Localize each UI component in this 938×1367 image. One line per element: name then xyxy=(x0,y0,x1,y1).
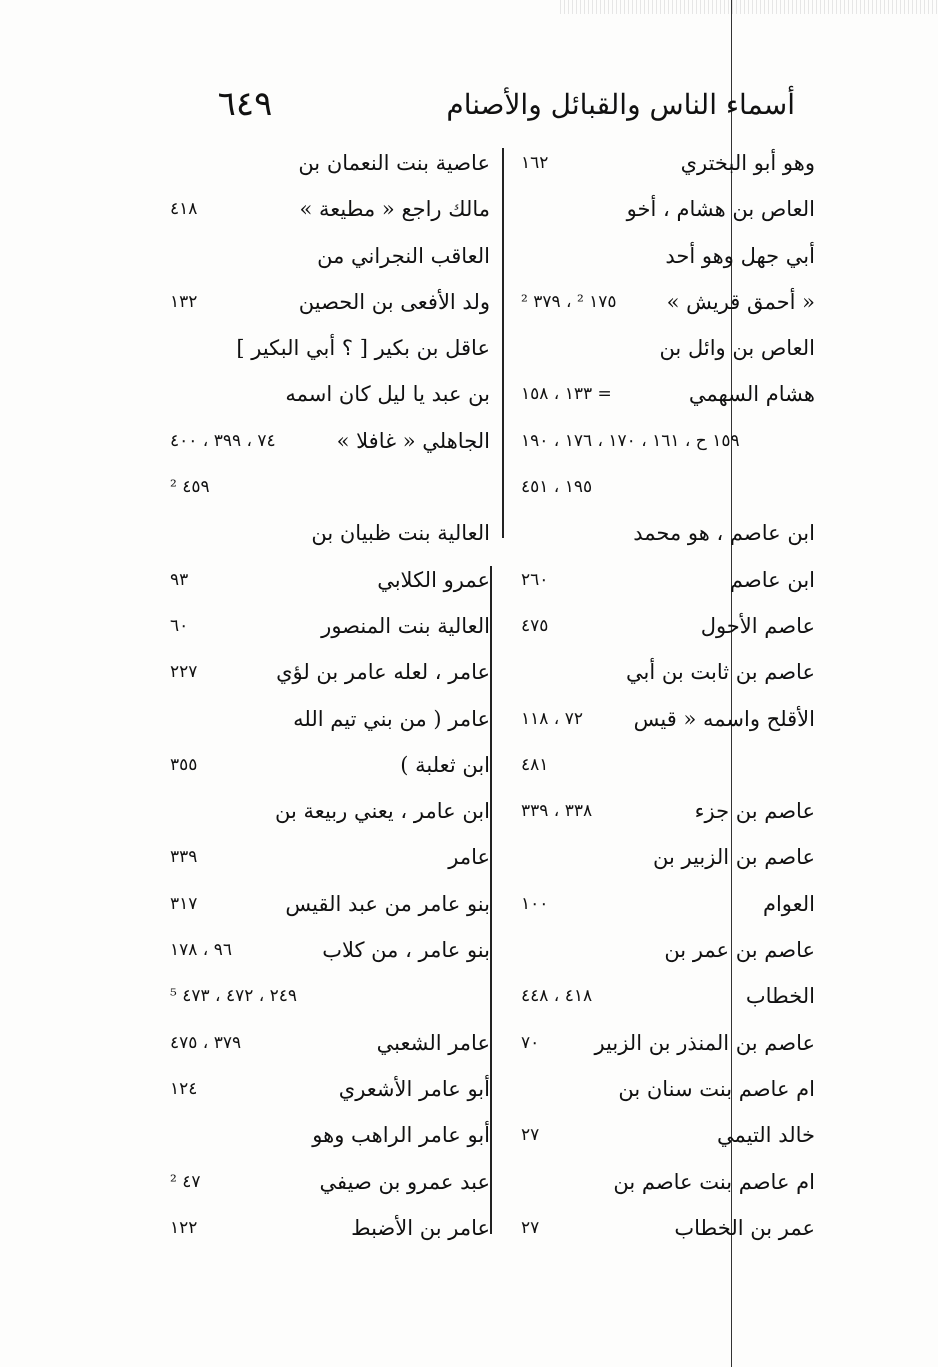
entry-name: العاص بن وائل بن xyxy=(659,336,815,361)
entry-page-refs: ٣٣٨ ، ٣٣٩ xyxy=(521,801,593,822)
entry-page-refs: ٤١٨ ، ٤٤٨ xyxy=(521,986,593,1007)
index-entry xyxy=(515,510,815,556)
entry-name: مالك راجع « مطيعة » xyxy=(299,197,490,222)
entry-name: أبو عامر الأشعري xyxy=(338,1076,490,1101)
index-entry xyxy=(515,418,815,464)
index-entry xyxy=(515,696,815,742)
index-entry xyxy=(170,557,490,603)
index-entry xyxy=(170,927,490,973)
entry-name: العاص بن هشام ، أخو xyxy=(626,197,815,222)
entry-page-refs: ١٢٤ xyxy=(170,1078,198,1099)
index-entry xyxy=(170,1112,490,1158)
entry-name: عاصم بن الزبير بن xyxy=(652,845,815,870)
index-entry xyxy=(515,927,815,973)
index-entry xyxy=(515,1066,815,1112)
index-column-right xyxy=(515,140,815,1251)
index-entry xyxy=(170,1159,490,1205)
entry-name: عمرو الكلابي xyxy=(377,567,490,592)
entry-page-refs: ٣٥٥ xyxy=(170,754,198,775)
index-entry xyxy=(170,742,490,788)
index-entry xyxy=(515,742,815,788)
index-entry xyxy=(170,1066,490,1112)
index-entry xyxy=(170,1205,490,1251)
entry-name: الجاهلي « غافلا » xyxy=(336,428,490,453)
entry-page-refs: ٩٣ xyxy=(170,569,189,590)
index-entry xyxy=(170,649,490,695)
entry-page-refs: ٢٤٩ ، ٤٧٢ ، ٤٧٣ ⁵ xyxy=(170,986,298,1007)
entry-name: بنو عامر من عبد القيس xyxy=(285,891,490,916)
entry-name: عامر الشعبي xyxy=(376,1030,490,1055)
entry-name: العالية بنت المنصور xyxy=(321,613,490,638)
index-entry xyxy=(170,279,490,325)
index-entry xyxy=(515,1112,815,1158)
entry-name: ام عاصم بنت سنان بن xyxy=(618,1076,815,1101)
entry-name: عاصم بن المنذر بن الزبير xyxy=(594,1030,815,1055)
entry-name: عبد عمرو بن صيفي xyxy=(319,1169,490,1194)
index-entry xyxy=(170,186,490,232)
entry-name: عامر ، لعله عامر بن لؤي xyxy=(276,660,490,685)
index-entry xyxy=(170,233,490,279)
index-entry xyxy=(515,834,815,880)
entry-page-refs: ١٦٢ xyxy=(521,153,549,173)
index-entry xyxy=(170,973,490,1019)
entry-page-refs: ٤٥٩ ² xyxy=(170,477,210,498)
index-entry xyxy=(515,140,815,186)
entry-name: أبو عامر الراهب وهو xyxy=(312,1123,490,1148)
entry-page-refs: ١٥٩ ح ، ١٦١ ، ١٧٠ ، ١٧٦ ، ١٩٠ xyxy=(521,430,740,451)
index-entry xyxy=(515,788,815,834)
index-entry xyxy=(515,1205,815,1251)
index-entry xyxy=(515,233,815,279)
entry-page-refs: ٢٦٠ xyxy=(521,569,549,590)
entry-name: بن عبد يا ليل كان اسمه xyxy=(285,382,490,407)
index-entry xyxy=(170,834,490,880)
entry-name: عاصم بن جزء xyxy=(694,799,815,824)
entry-name: العوام xyxy=(762,891,815,916)
index-entry xyxy=(515,1020,815,1066)
index-column-left xyxy=(170,140,490,1251)
entry-page-refs: ٤١٨ xyxy=(170,199,198,220)
entry-page-refs: ١٩٥ ، ٤٥١ xyxy=(521,477,593,498)
entry-name: عاقل بن بكير [ ؟ أبي البكير ] xyxy=(236,336,490,361)
index-entry xyxy=(170,696,490,742)
entry-name: عاصم بن ثابت بن أبي xyxy=(626,660,815,685)
entry-name: خالد التيمي xyxy=(716,1123,815,1148)
entry-page-refs: ٣٣٩ xyxy=(170,847,198,868)
entry-page-refs: ٩٦ ، ١٧٨ xyxy=(170,940,232,961)
page-number: ٦٤٩ xyxy=(217,84,273,124)
entry-name: ابن عاصم xyxy=(729,567,815,592)
index-entry xyxy=(515,371,815,417)
index-entry xyxy=(170,140,490,186)
entry-name: عاصية بنت النعمان بن xyxy=(298,151,490,175)
index-entry xyxy=(515,603,815,649)
entry-name: عمر بن الخطاب xyxy=(674,1215,815,1240)
index-entry xyxy=(515,279,815,325)
entry-name: العالية بنت ظبيان بن xyxy=(311,521,490,546)
entry-page-refs: ٧٤ ، ٣٩٩ ، ٤٠٠ xyxy=(170,430,276,451)
entry-name: عاصم الأحول xyxy=(700,613,815,638)
entry-name: ام عاصم بنت عاصم بن xyxy=(613,1169,815,1194)
entry-page-refs: = ١٣٣ ، ١٥٨ xyxy=(521,384,612,405)
index-entry xyxy=(515,649,815,695)
index-entry xyxy=(515,186,815,232)
entry-name: ابن ثعلبة ) xyxy=(400,752,490,777)
entry-name: العاقب النجراني من xyxy=(317,243,490,268)
index-entry xyxy=(170,510,490,556)
scan-artifact xyxy=(560,0,938,14)
entry-page-refs: ٧٢ ، ١١٨ xyxy=(521,708,583,729)
column-divider-lower xyxy=(490,566,492,1234)
entry-name: ولد الأفعى بن الحصين xyxy=(298,289,490,314)
entry-name: عامر ( من بني تيم الله xyxy=(293,706,490,731)
index-entry xyxy=(170,325,490,371)
entry-page-refs: ٣١٧ xyxy=(170,893,198,914)
entry-page-refs: ٤٧ ² xyxy=(170,1171,201,1192)
entry-page-refs: ٣٧٩ ، ٤٧٥ xyxy=(170,1032,242,1053)
entry-page-refs: ٢٧ xyxy=(521,1217,540,1238)
index-entry xyxy=(170,603,490,649)
entry-page-refs: ٢٢٧ xyxy=(170,662,198,683)
entry-page-refs: ٢٧ xyxy=(521,1125,540,1146)
index-entry xyxy=(515,973,815,1019)
entry-page-refs: ١٢٢ xyxy=(170,1217,198,1238)
entry-name: ابن عامر ، يعني ربيعة بن xyxy=(275,799,490,824)
entry-name: ابن عاصم ، هو محمد xyxy=(633,521,815,546)
entry-name: وهو أبو البختري xyxy=(680,151,815,175)
index-entry xyxy=(515,881,815,927)
entry-name: عامر xyxy=(448,845,490,870)
entry-name: بنو عامر ، من كلاب xyxy=(322,938,490,963)
index-entry xyxy=(170,788,490,834)
index-entry xyxy=(170,1020,490,1066)
entry-name: عامر بن الأضبط xyxy=(351,1215,490,1240)
entry-name: الأقلح واسمه « قيس xyxy=(633,706,815,731)
index-entry xyxy=(170,371,490,417)
entry-page-refs: ١٣٢ xyxy=(170,291,198,312)
entry-page-refs: ٤٨١ xyxy=(521,754,549,775)
entry-name: هشام السهمي xyxy=(688,382,815,407)
entry-name: الخطاب xyxy=(745,984,815,1009)
entry-page-refs: ٦٠ xyxy=(170,615,189,636)
entry-page-refs: ٧٠ xyxy=(521,1032,540,1053)
entry-name: أبي جهل وهو أحد xyxy=(665,243,815,268)
index-entry xyxy=(515,557,815,603)
index-entry xyxy=(515,325,815,371)
entry-page-refs: ١٠٠ xyxy=(521,893,549,914)
index-entry xyxy=(170,418,490,464)
index-entry xyxy=(515,1159,815,1205)
index-entry xyxy=(170,464,490,510)
index-entry xyxy=(170,881,490,927)
entry-page-refs: ١٧٥ ² ، ٣٧٩ ² xyxy=(521,291,617,312)
running-title: أسماء الناس والقبائل والأصنام xyxy=(446,88,795,121)
entry-page-refs: ٤٧٥ xyxy=(521,615,549,636)
index-entry xyxy=(515,464,815,510)
column-divider-upper xyxy=(502,148,504,538)
entry-name: « أحمق قريش » xyxy=(666,289,815,314)
entry-name: عاصم بن عمر بن xyxy=(664,938,815,963)
